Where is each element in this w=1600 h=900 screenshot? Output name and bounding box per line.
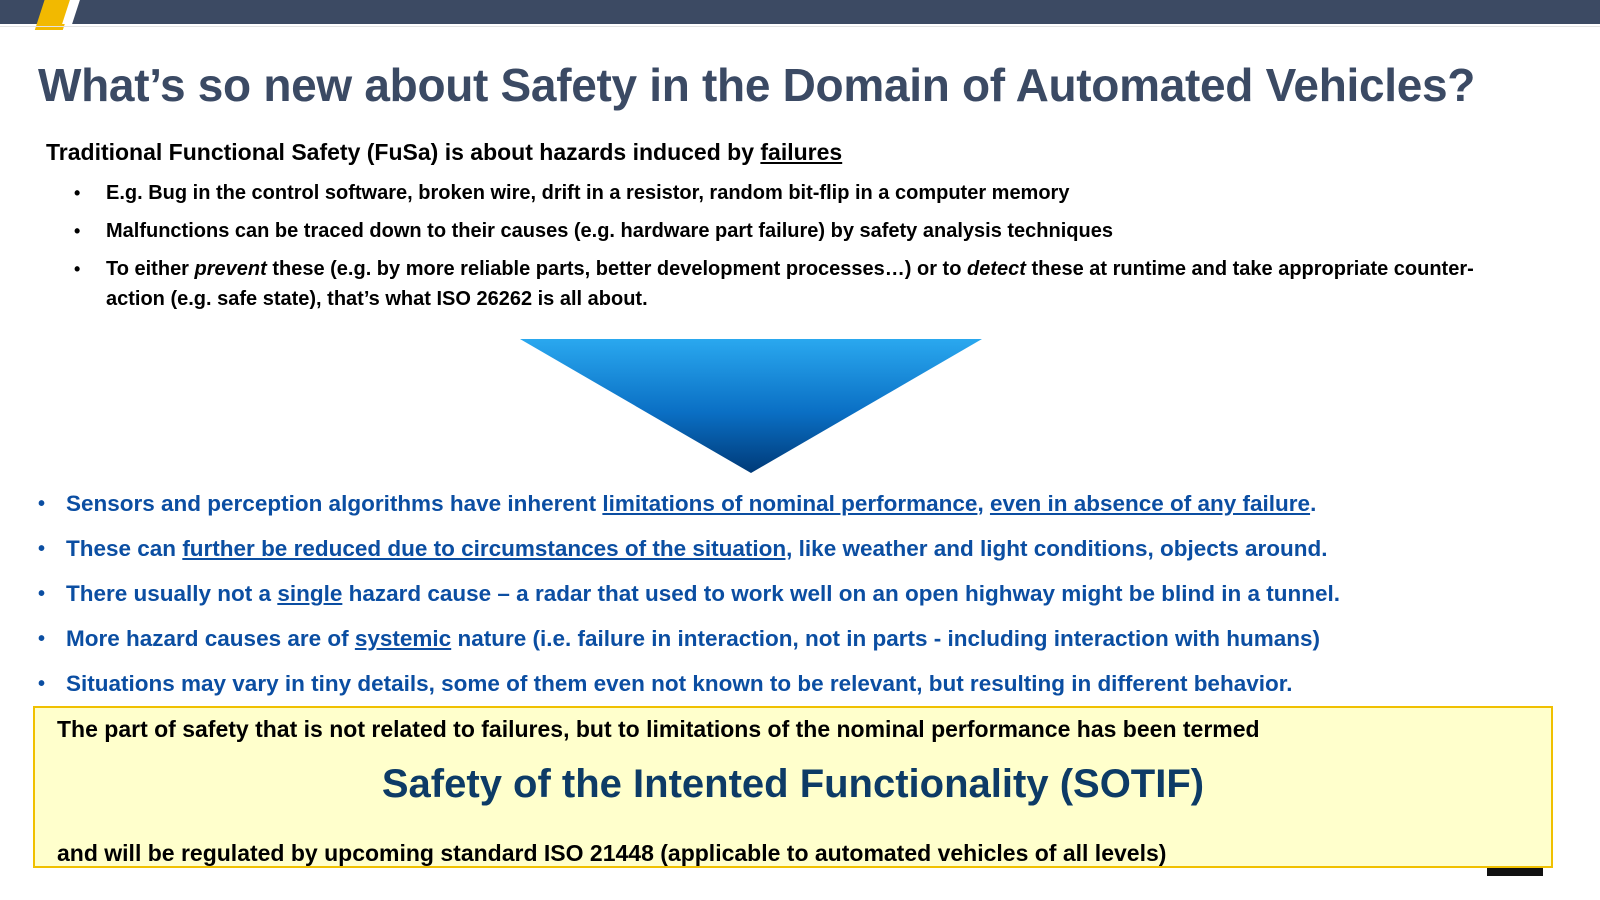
sotif-bullet-text: . [1310,491,1317,516]
sotif-bullet-list [38,487,1578,712]
sotif-bullet-text: These can [66,536,183,561]
fusa-bullet [74,254,1494,314]
underlined-phrase: single [277,581,343,606]
fusa-bullet-emphasis-detect: detect [967,258,1026,280]
corner-marker [1487,868,1543,876]
sotif-bullet-text: More hazard causes are of [66,626,355,651]
fusa-bullet-text: these (e.g. by more reliable parts, better development processes…) or to [266,258,967,280]
sotif-bullet-text: like weather and light conditions, objects around. [792,536,1328,561]
callout-standard-text: and will be regulated by upcoming standard ISO 21448 (applicable to automated vehicles of all levels) [57,840,1167,866]
callout-intro-text: The part of safety that is not related to failures, but to limitations of the nominal performance has been termed [57,716,1260,742]
fusa-bullet-text: these at runtime and take appropriate counter-action (e.g. safe state), that’s what ISO 26262 is all about. [106,258,1474,310]
sotif-bullet-text: There usually not a [66,581,278,606]
slide-title: What’s so new about Safety in the Domain of Automated Vehicles? [38,59,1476,111]
fusa-bullet-text: E.g. Bug in the control software, broken wire, drift in a resistor, random bit-flip in a computer memory [106,182,1070,204]
sotif-bullet [38,622,1578,667]
fusa-bullet-list [74,178,1494,322]
fusa-heading-text: Traditional Functional Safety (FuSa) is about hazards induced by [46,139,761,165]
fusa-bullet-text: To either [106,258,195,280]
down-arrow-icon [520,339,982,473]
fusa-bullet-emphasis-prevent: prevent [194,258,267,280]
underlined-phrase: systemic [354,626,452,651]
sotif-callout-box [33,706,1553,868]
sotif-bullet-text: , [977,491,990,516]
callout-sotif-title: Safety of the Intented Functionality (SOTIF) [381,762,1205,806]
underlined-phrase: even in absence of any failure [989,491,1311,516]
sotif-bullet-text: hazard cause – a radar that used to work well on an open highway might be blind in a tunnel. [342,581,1341,606]
header-bar [0,0,1600,24]
fusa-bullet-text: Malfunctions can be traced down to their causes (e.g. hardware part failure) by safety analysis techniques [106,220,1113,242]
sotif-bullet [38,487,1578,532]
fusa-bullet [74,178,1494,208]
fusa-heading [46,139,842,166]
sotif-bullet [38,577,1578,622]
sotif-bullet-text: nature (i.e. failure in interaction, not in parts - including interaction with humans) [451,626,1321,651]
sotif-bullet [38,532,1578,577]
underlined-phrase: limitations of nominal performance [602,491,978,516]
fusa-heading-underlined: failures [760,139,843,165]
sotif-bullet-text: Situations may vary in tiny details, some of them even not known to be relevant, but resulting in different behavior. [66,671,1293,696]
underlined-phrase: further be reduced due to circumstances of the situation, [182,536,793,561]
fusa-bullet [74,216,1494,246]
header-divider [0,26,1600,27]
sotif-bullet-text: Sensors and perception algorithms have inherent [66,491,603,516]
